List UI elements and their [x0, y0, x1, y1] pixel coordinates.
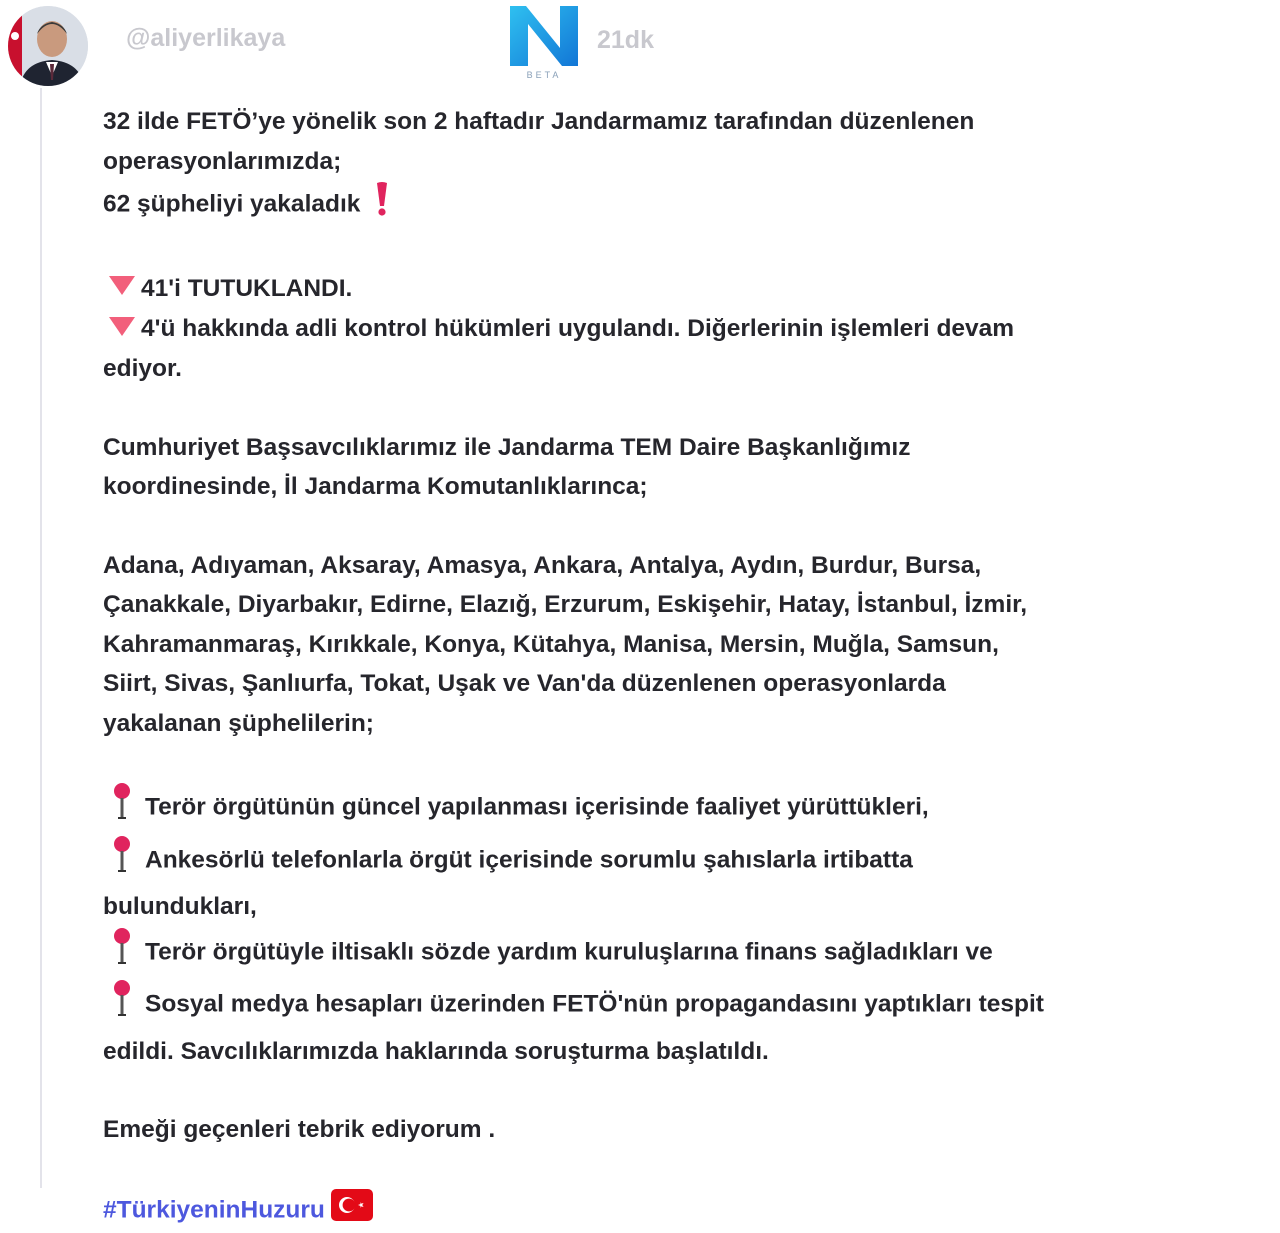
post-line: edildi. Savcılıklarımızda haklarında soruşturma başlatıldı.: [103, 1037, 769, 1065]
post-line: Çanakkale, Diyarbakır, Edirne, Elazığ, Erzurum, Eskişehir, Hatay, İstanbul, İzmir,: [103, 591, 1028, 619]
pushpin-icon: [111, 979, 133, 1032]
post-line: ediyor.: [103, 355, 182, 383]
avatar[interactable]: [8, 6, 88, 86]
avatar-photo: [8, 6, 88, 86]
post-line: 4'ü hakkında adli kontrol hükümleri uygulandı. Diğerlerinin işlemleri devam: [103, 309, 1163, 349]
post-line: Emeği geçenleri tebrik ediyorum .: [103, 1116, 496, 1144]
author-handle[interactable]: @aliyerlikaya: [126, 24, 286, 52]
post-time: 21dk: [597, 26, 654, 54]
post-line: Terör örgütüyle iltisaklı sözde yardım kuruluşlarına finans sağladıkları ve: [103, 927, 1163, 980]
down-triangle-icon: [107, 310, 137, 350]
post-line: Siirt, Sivas, Şanlıurfa, Tokat, Uşak ve Van'da düzenlenen operasyonlarda: [103, 670, 946, 698]
exclamation-icon: [376, 181, 388, 230]
post-line: Terör örgütünün güncel yapılanması içerisinde faaliyet yürüttükleri,: [103, 782, 1163, 835]
post-line: Sosyal medya hesapları üzerinden FETÖ'nün propagandasını yaptıkları tespit: [103, 979, 1163, 1032]
svg-text:BETA: BETA: [526, 70, 562, 80]
down-triangle-icon: [107, 269, 137, 309]
turkey-flag-icon: [331, 1189, 373, 1233]
pushpin-icon: [111, 835, 133, 888]
post-line: 41'i TUTUKLANDI.: [103, 269, 1163, 309]
post-line: Cumhuriyet Başsavcılıklarımız ile Jandarma TEM Daire Başkanlığımız: [103, 433, 911, 461]
news-logo: [508, 4, 580, 80]
thread-line: [40, 88, 42, 1188]
post-line: 32 ilde FETÖ’ye yönelik son 2 haftadır Jandarmamız tarafından düzenlenen: [103, 108, 975, 135]
pushpin-icon: [111, 927, 133, 980]
post-line: bulundukları,: [103, 893, 257, 921]
post-line: [103, 1189, 1163, 1233]
post-line: operasyonlarımızda;: [103, 147, 342, 175]
post-line: Kahramanmaraş, Kırıkkale, Konya, Kütahya, Manisa, Mersin, Muğla, Samsun,: [103, 630, 999, 658]
post-line: 62 şüpheliyi yakaladık: [103, 181, 1163, 230]
post-line: yakalanan şüphelilerin;: [103, 709, 374, 737]
post-line: Ankesörlü telefonlarla örgüt içerisinde sorumlu şahıslarla irtibatta: [103, 835, 1163, 888]
post-line: koordinesinde, İl Jandarma Komutanlıklarınca;: [103, 473, 648, 501]
pushpin-icon: [111, 782, 133, 835]
post-body: [103, 102, 1163, 1233]
post-line: Adana, Adıyaman, Aksaray, Amasya, Ankara, Antalya, Aydın, Burdur, Bursa,: [103, 551, 982, 579]
hashtag-link[interactable]: #TürkiyeninHuzuru: [103, 1196, 325, 1224]
